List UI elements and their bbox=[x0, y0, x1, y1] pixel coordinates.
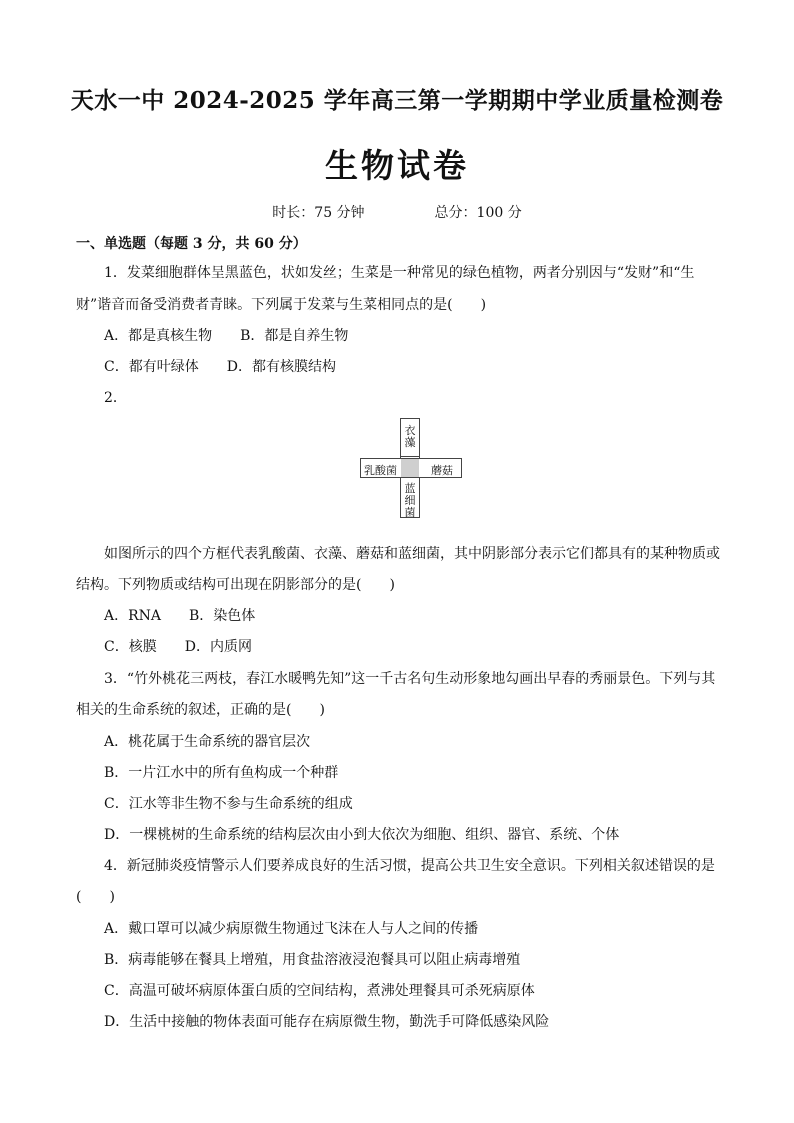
q2-stem-line1: 如图所示的四个方框代表乳酸菌、衣藻、蘑菇和蓝细菌，其中阴影部分表示它们都具有的某种物质或 bbox=[104, 546, 720, 562]
diagram-label-right: 蘑菇 bbox=[431, 464, 453, 477]
q2-option-c: C．核膜 bbox=[104, 639, 157, 655]
q1-option-a: A．都是真核生物 bbox=[104, 328, 213, 344]
q1-option-c: C．都有叶绿体 bbox=[104, 359, 199, 375]
subject-title: 生物试卷 bbox=[325, 146, 469, 185]
q3-stem-line1: 3．“竹外桃花三两枝，春江水暖鸭先知”这一千古名句生动形象地勾画出早春的秀丽景色。下列与其 bbox=[104, 671, 716, 687]
q4-stem-line1: 4．新冠肺炎疫情警示人们要养成良好的生活习惯，提高公共卫生安全意识。下列相关叙述错误的是 bbox=[104, 858, 715, 874]
q4-option-d: D．生活中接触的物体表面可能存在病原微生物，勤洗手可降低感染风险 bbox=[104, 1014, 550, 1030]
q4-option-c: C．高温可破坏病原体蛋白质的空间结构，煮沸处理餐具可杀死病原体 bbox=[104, 983, 535, 999]
exam-total-score: 总分：100 分 bbox=[434, 205, 522, 221]
exam-meta bbox=[0, 202, 794, 222]
exam-duration: 时长：75 分钟 bbox=[272, 205, 365, 221]
q3-option-c: C．江水等非生物不参与生命系统的组成 bbox=[104, 796, 353, 812]
cell-venn-diagram bbox=[360, 418, 470, 520]
q4-stem-line2: ( ) bbox=[76, 889, 115, 905]
q1-option-d: D．都有核膜结构 bbox=[226, 359, 336, 375]
q2-options-row2 bbox=[104, 636, 252, 656]
q1-option-b: B．都是自养生物 bbox=[240, 328, 349, 344]
diagram-label-bottom: 蓝细菌 bbox=[404, 482, 416, 519]
q1-stem-line2: 财”谐音而备受消费者青睐。下列属于发菜与生菜相同点的是( ) bbox=[76, 297, 487, 313]
section-title: 一、单选题（每题 3 分，共 60 分） bbox=[76, 236, 307, 252]
q1-stem-line1: 1．发菜细胞群体呈黑蓝色，状如发丝；生菜是一种常见的绿色植物，两者分别因与“发财”和“生 bbox=[104, 265, 695, 281]
q3-option-a: A．桃花属于生命系统的器官层次 bbox=[104, 734, 311, 750]
q3-stem-line2: 相关的生命系统的叙述，正确的是( ) bbox=[76, 702, 325, 718]
diagram-shaded-overlap bbox=[401, 459, 419, 477]
diagram-label-top: 衣藻 bbox=[404, 424, 416, 449]
q2-options-row1 bbox=[104, 605, 255, 625]
q3-option-d: D．一棵桃树的生命系统的结构层次由小到大依次为细胞、组织、器官、系统、个体 bbox=[104, 827, 620, 843]
q3-option-b: B．一片江水中的所有鱼构成一个种群 bbox=[104, 765, 339, 781]
diagram-label-left: 乳酸菌 bbox=[364, 464, 397, 477]
q2-stem-line2: 结构。下列物质或结构可出现在阴影部分的是( ) bbox=[76, 577, 395, 593]
q1-options-row1 bbox=[104, 325, 348, 345]
q4-option-b: B．病毒能够在餐具上增殖，用食盐溶液浸泡餐具可以阻止病毒增殖 bbox=[104, 952, 521, 968]
q4-option-a: A．戴口罩可以减少病原微生物通过飞沫在人与人之间的传播 bbox=[104, 921, 479, 937]
q1-options-row2 bbox=[104, 356, 336, 376]
q2-option-d: D．内质网 bbox=[184, 639, 252, 655]
q2-option-a: A．RNA bbox=[104, 608, 162, 624]
exam-title: 天水一中 2024-2025 学年高三第一学期期中学业质量检测卷 bbox=[70, 87, 724, 114]
q2-number: 2． bbox=[104, 390, 127, 406]
q2-option-b: B．染色体 bbox=[189, 608, 256, 624]
